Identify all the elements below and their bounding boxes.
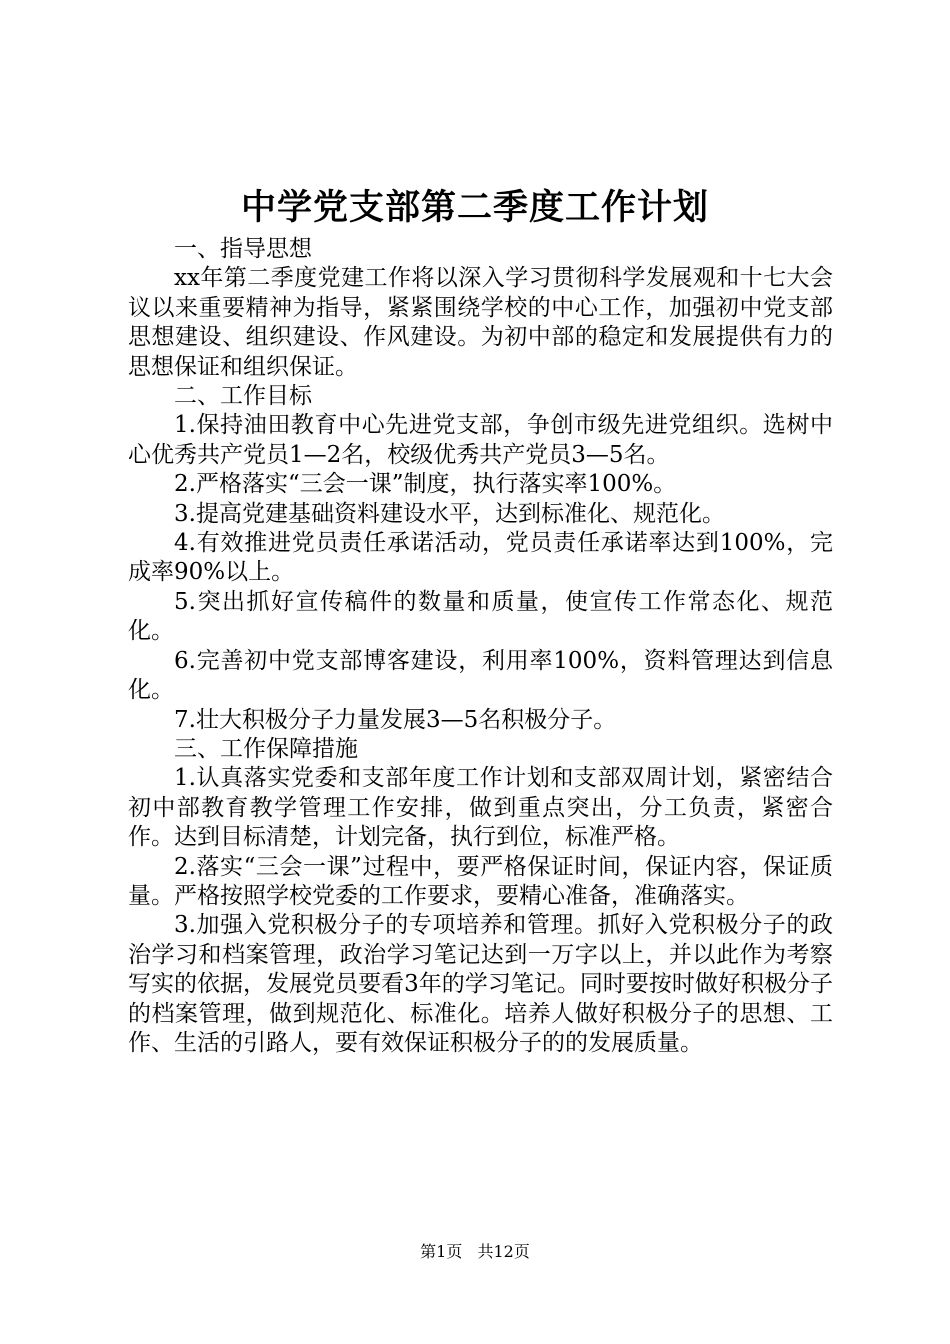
document-body bbox=[128, 235, 833, 1058]
paragraph-guiding-ideology: xx年第二季度党建工作将以深入学习贯彻科学发展观和十七大会议以来重要精神为指导，紧紧围绕学校的中心工作，加强初中党支部思想建设、组织建设、作风建设。为初中部的稳定和发展提供有力的思想保证和组织保证。 bbox=[128, 265, 833, 380]
section-heading-safeguard-measures: 三、工作保障措施 bbox=[174, 735, 358, 762]
document-title: 中学党支部第二季度工作计划 bbox=[240, 187, 709, 228]
goal-item-2: 2.严格落实“三会一课”制度，执行落实率100%。 bbox=[174, 471, 677, 498]
section-heading-work-goals: 二、工作目标 bbox=[174, 383, 312, 410]
goal-item-3: 3.提高党建基础资料建设水平，达到标准化、规范化。 bbox=[174, 500, 725, 527]
page-number: 第1页 bbox=[420, 1242, 463, 1261]
goal-item-5: 5.突出抓好宣传稿件的数量和质量，使宣传工作常态化、规范化。 bbox=[128, 588, 833, 645]
goal-item-4: 4.有效推进党员责任承诺活动，党员责任承诺率达到100%，完成率90%以上。 bbox=[128, 530, 833, 586]
goal-item-6: 6.完善初中党支部博客建设，利用率100%，资料管理达到信息化。 bbox=[128, 647, 833, 704]
measure-item-1: 1.认真落实党委和支部年度工作计划和支部双周计划，紧密结合初中部教育教学管理工作安排，做到重点突出，分工负责，紧密合作。达到目标清楚，计划完备，执行到位，标准严格。 bbox=[128, 765, 833, 851]
page-total: 共12页 bbox=[477, 1242, 530, 1261]
goal-item-7: 7.壮大积极分子力量发展3—5名积极分子。 bbox=[174, 706, 617, 733]
measure-item-3: 3.加强入党积极分子的专项培养和管理。抓好入党积极分子的政治学习和档案管理，政治学习笔记达到一万字以上，并以此作为考察写实的依据，发展党员要看3年的学习笔记。同时要按时做好积极分子的档案管理，做到规范化、标准化。培养人做好积极分子的思想、工作、生活的引路人，要有效保证积极分子的的发展质量。 bbox=[128, 912, 833, 1056]
measure-item-2: 2.落实“三会一课”过程中，要严格保证时间，保证内容，保证质量。严格按照学校党委的工作要求，要精心准备，准确落实。 bbox=[128, 853, 833, 909]
goal-item-1: 1.保持油田教育中心先进党支部，争创市级先进党组织。选树中心优秀共产党员1—2名，校级优秀共产党员3—5名。 bbox=[128, 412, 833, 468]
page-footer bbox=[0, 1240, 950, 1264]
section-heading-guiding-ideology: 一、指导思想 bbox=[174, 236, 312, 262]
